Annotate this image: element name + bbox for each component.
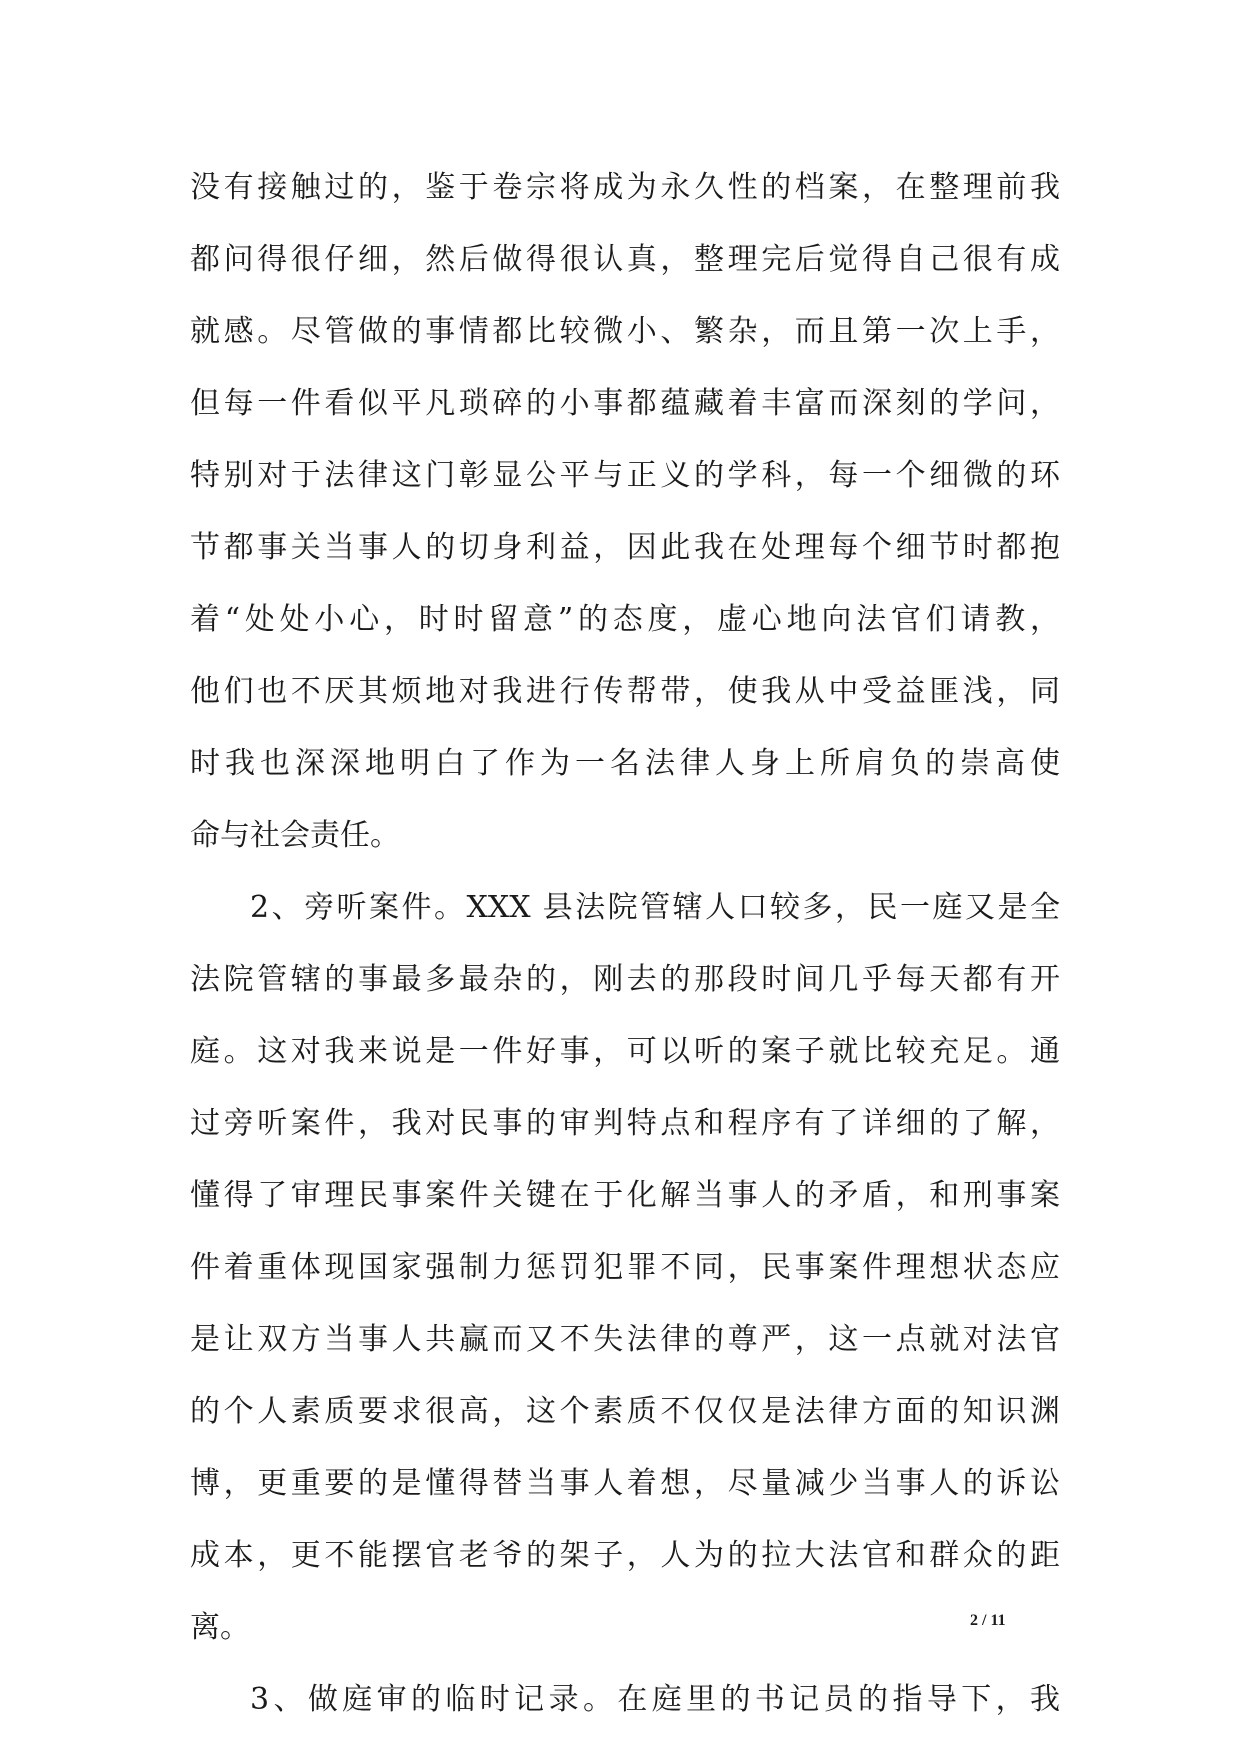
text-line: 懂得了审理民事案件关键在于化解当事人的矛盾，和刑事案 — [190, 1178, 1060, 1213]
text-line: 过旁听案件，我对民事的审判特点和程序有了详细的了解， — [190, 1106, 1060, 1141]
text-line: 节都事关当事人的切身利益，因此我在处理每个细节时都抱 — [190, 530, 1060, 565]
text-line: 是让双方当事人共赢而又不失法律的尊严，这一点就对法官 — [190, 1322, 1060, 1357]
text-line: 着“处处小心，时时留意”的态度，虚心地向法官们请教， — [190, 602, 1060, 637]
text-line: 件着重体现国家强制力惩罚犯罪不同，民事案件理想状态应 — [190, 1250, 1060, 1285]
page-number: 2 / 11 — [970, 1612, 1006, 1629]
text-line: 时我也深深地明白了作为一名法律人身上所肩负的崇高使 — [190, 746, 1060, 781]
paragraph-2 — [190, 872, 1060, 1664]
text-line: 但每一件看似平凡琐碎的小事都蕴藏着丰富而深刻的学问， — [190, 386, 1060, 421]
text-line: 离。 — [190, 1610, 250, 1645]
text-line: 法院管辖的事最多最杂的，刚去的那段时间几乎每天都有开 — [190, 962, 1060, 997]
text-line: 他们也不厌其烦地对我进行传帮带，使我从中受益匪浅，同 — [190, 674, 1060, 709]
text-line: 博，更重要的是懂得替当事人着想，尽量减少当事人的诉讼 — [190, 1466, 1060, 1501]
paragraph-3 — [190, 1664, 1060, 1736]
text-line: 庭。这对我来说是一件好事，可以听的案子就比较充足。通 — [190, 1034, 1060, 1069]
body-text — [190, 152, 1060, 1736]
text-line: 就感。尽管做的事情都比较微小、繁杂，而且第一次上手， — [190, 314, 1060, 349]
text-line: 成本，更不能摆官老爷的架子，人为的拉大法官和群众的距 — [190, 1538, 1060, 1573]
text-line: 的个人素质要求很高，这个素质不仅仅是法律方面的知识渊 — [190, 1394, 1060, 1429]
text-line: 没有接触过的，鉴于卷宗将成为永久性的档案，在整理前我 — [190, 170, 1060, 205]
paragraph-1 — [190, 152, 1060, 872]
text-line: 都问得很仔细，然后做得很认真，整理完后觉得自己很有成 — [190, 242, 1060, 277]
text-line: 3、做庭审的临时记录。在庭里的书记员的指导下，我 — [250, 1682, 1060, 1717]
text-line: 命与社会责任。 — [190, 818, 400, 853]
text-line: 2、旁听案件。XXX 县法院管辖人口较多，民一庭又是全 — [250, 890, 1060, 925]
text-line: 特别对于法律这门彰显公平与正义的学科，每一个细微的环 — [190, 458, 1060, 493]
